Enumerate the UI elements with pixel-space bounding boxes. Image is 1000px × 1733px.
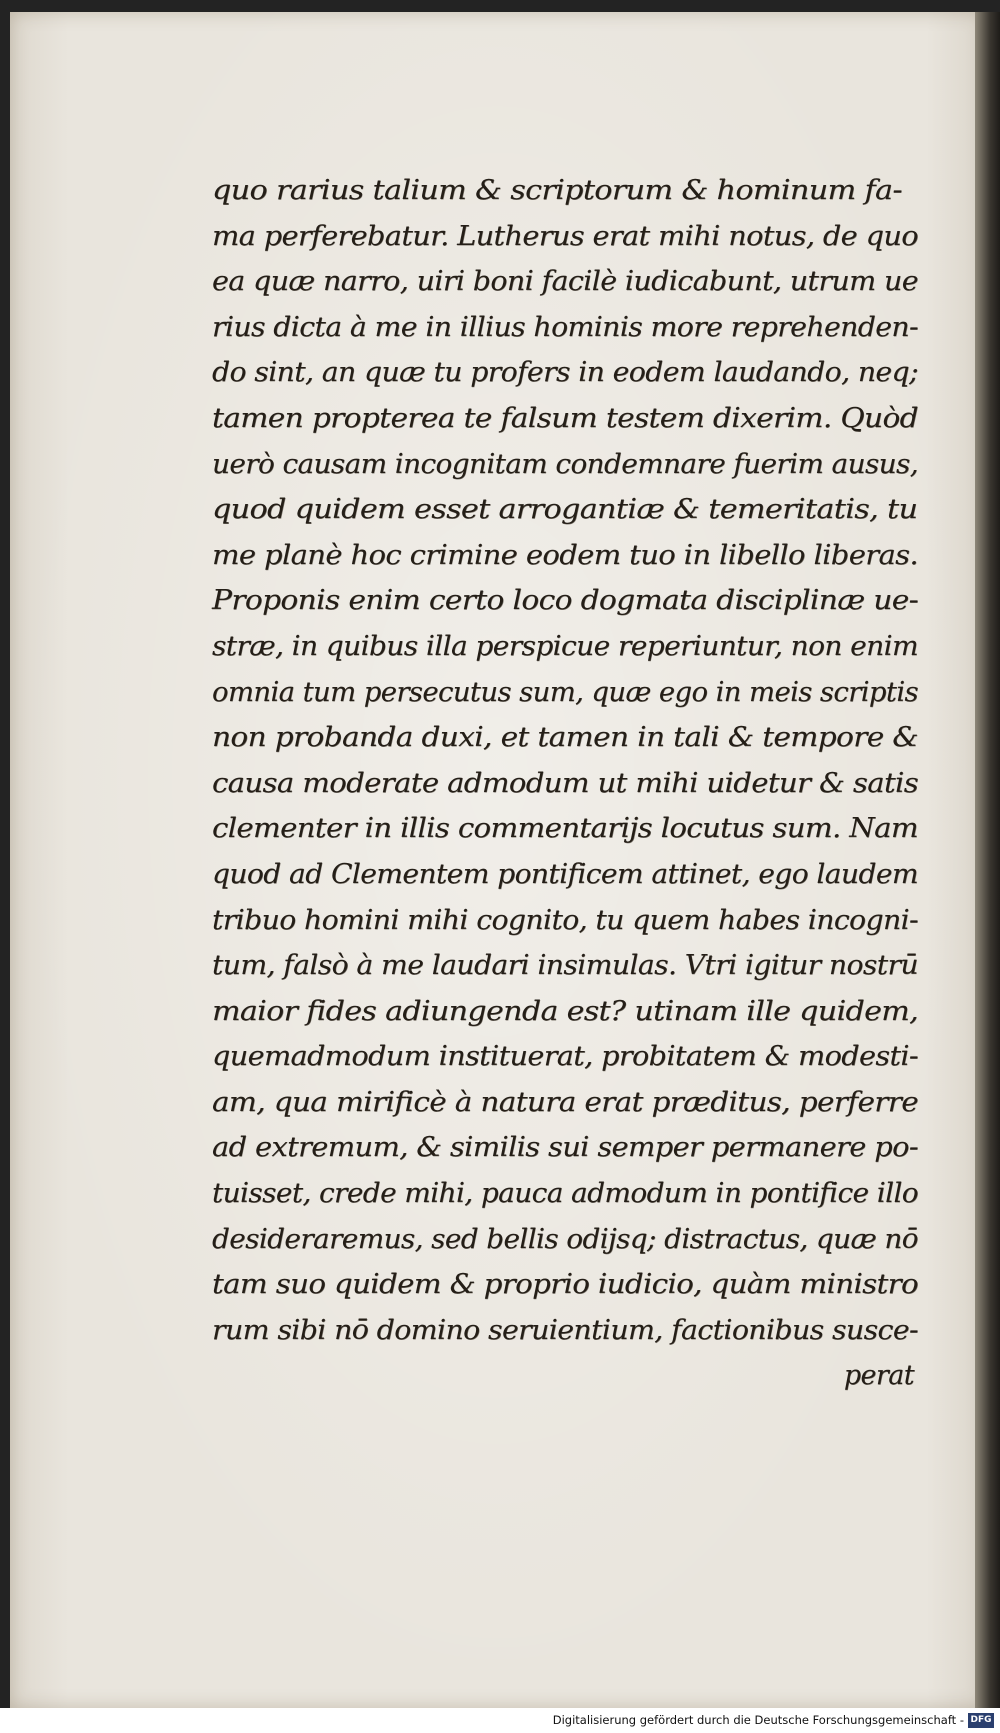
text-line: desideraremus, sed bellis odijsq; distractus, quæ nō (212, 1223, 918, 1255)
body-text (212, 168, 918, 1399)
text-line: tuisset, crede mihi, pauca admodum in pontifice illo (212, 1178, 919, 1210)
text-line: omnia tum persecutus sum, quæ ego in meis scriptis (212, 676, 919, 708)
page-edge-shadow (975, 12, 1000, 1708)
text-line: rum sibi nō domino seruientium, factionibus susce- (212, 1314, 918, 1346)
footer-credit: Digitalisierung gefördert durch die Deutsche Forschungsgemeinschaft - (552, 1713, 964, 1727)
text-line: rius dicta à me in illius hominis more reprehenden- (212, 311, 918, 343)
text-line: causa moderate admodum ut mihi uidetur & satis (212, 767, 919, 799)
text-line: Proponis enim certo loco dogmata disciplinæ ue- (212, 585, 919, 617)
digitization-footer (0, 1708, 1000, 1733)
catchword: perat (843, 1360, 914, 1392)
text-line: tam suo quidem & proprio iudicio, quàm ministro (212, 1269, 919, 1301)
text-line: quod ad Clementem pontificem attinet, ego laudem (212, 858, 919, 890)
text-line: quemadmodum instituerat, probitatem & modesti- (212, 1041, 918, 1073)
text-line: ea quæ narro, uiri boni facilè iudicabunt, utrum ue (212, 266, 918, 298)
text-line: maior fides adiungenda est? utinam ille quidem, (212, 995, 919, 1027)
text-line: tribuo homini mihi cognito, tu quem habes incogni- (212, 904, 918, 936)
text-line: tum, falsò à me laudari insimulas. Vtri igitur nostrū (212, 950, 918, 982)
text-line: me planè hoc crimine eodem tuo in libello liberas. (212, 539, 918, 571)
text-line: do sint, an quæ tu profers in eodem laudando, neq; (212, 357, 918, 389)
text-line: ad extremum, & similis sui semper permanere po- (212, 1132, 918, 1164)
text-line: stræ, in quibus illa perspicue reperiuntur, non enim (212, 630, 918, 662)
text-line: am, qua mirificè à natura erat præditus, perferre (212, 1086, 919, 1118)
text-line: non probanda duxi, et tamen in tali & tempore & (212, 722, 919, 754)
text-line: quod quidem esset arrogantiæ & temeritatis, tu (212, 494, 918, 526)
dfg-logo-icon: DFG (968, 1713, 994, 1728)
text-line: tamen propterea te falsum testem dixerim. Quòd (212, 402, 918, 434)
text-line: clementer in illis commentarijs locutus sum. Nam (212, 813, 918, 845)
text-line: ma perferebatur. Lutherus erat mihi notus, de quo (212, 220, 918, 252)
text-line: quo rarius talium & scriptorum & hominum fa- (212, 175, 902, 206)
text-line: uerò causam incognitam condemnare fuerim ausus, (212, 448, 919, 480)
